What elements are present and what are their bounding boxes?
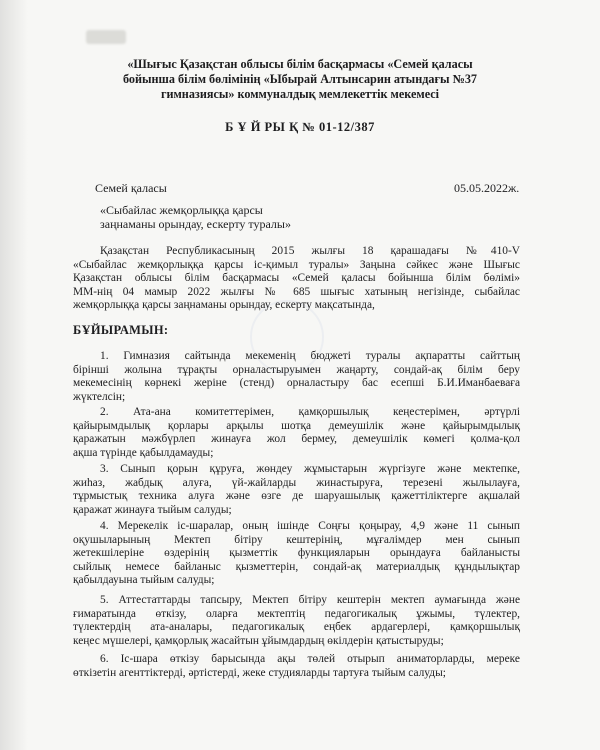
- preamble-line: Қазақстан облысы білім басқармасы «Семей қаласы бойынша білім бөлімі»: [73, 272, 520, 285]
- command-heading: БҰЙЫРАМЫН:: [73, 323, 169, 337]
- header-line: «Шығыс Қазақстан облысы білім басқармасы «Семей қаласы: [127, 57, 473, 71]
- item-line: қаражатын мәжбүрлеп жинауға жол бермеу, демеушілік көмегі қолма-қол: [73, 433, 520, 446]
- preamble-line: ММ-нің 04 мамыр 2022 жылғы № 685 шығыс хатының негізінде, сыбайлас: [73, 285, 520, 298]
- header-line: бойынша білім бөлімінің «Ыбырай Алтынсарин атындағы №37: [122, 72, 478, 86]
- item-line: қайырымдылық қорлары арқылы шотқа демеушілік және қайырымдылық: [73, 419, 520, 432]
- order-item-5: [73, 594, 520, 648]
- order-subject: [100, 203, 291, 231]
- item-line: 6. Іс-шара өткізу барысында ақы төлей отырып аниматорларды, мереке: [100, 653, 520, 665]
- order-number: Б Ұ Й РЫ Қ № 01-12/387: [225, 120, 375, 134]
- subject-line: «Сыбайлас жемқорлыққа қарсы: [100, 203, 263, 217]
- order-item-6: [73, 653, 520, 680]
- item-line: жетекшілеріне өздерінің қызметтік функцияларын орындауға байланысты: [73, 547, 520, 560]
- preamble-line: жемқорлыққа қарсы заңнаманы орындау, ескерту мақсатында,: [73, 299, 375, 312]
- item-line: сыйлық немесе байланыс қызметтерін, сондай-ақ материалдық құндылықтар: [73, 560, 520, 573]
- subject-line: заңнаманы орындау, ескерту туралы»: [100, 217, 291, 231]
- item-line: жүктелсін;: [73, 390, 126, 403]
- item-line: 1. Гимназия сайтында мекеменің бюджеті туралы ақпаратты сайттың: [100, 350, 520, 362]
- item-line: түлектердің ата-аналары, педагогикалық еңбек ардагерлері, қамқоршылық: [73, 621, 520, 634]
- item-line: қаражат жинауға тыйым салуды;: [73, 503, 232, 516]
- item-line: 3. Сынып қорын құруға, жөндеу жұмыстарын жүргізуге және мектепке,: [100, 463, 520, 475]
- item-line: 5. Аттестаттарды тапсыру, Мектеп бітіру кештерін мектеп аумағында және: [100, 594, 520, 606]
- scan-edge-shadow: [0, 0, 28, 750]
- item-line: 4. Мерекелік іс-шаралар, оның ішінде Соңғы қоңырау, 4,9 және 11 сынып: [100, 520, 520, 532]
- place-of-issue: Семей қаласы: [95, 181, 167, 195]
- order-item-1: [73, 350, 520, 404]
- order-item-4: [73, 520, 520, 588]
- blurred-mark: [86, 30, 126, 44]
- item-line: ғимаратында өткізу, оларға мектептің педагогикалық ұжымы, түлектер,: [73, 607, 520, 620]
- order-item-3: [73, 463, 520, 517]
- preamble-line: Қазақстан Республикасының 2015 жылғы 18 қарашадағы №410-V: [100, 245, 520, 257]
- item-line: кеңес мүшелері, қамқорлық жасайтын ұйымдардың өкілдерін қатыстыруды;: [73, 634, 444, 647]
- item-line: бірінші жолына тұрақты орналастыруымен жаңарту, сондай-ақ білім беру: [73, 363, 520, 376]
- institution-header: [80, 57, 520, 102]
- order-item-2: [73, 406, 520, 460]
- item-line: тұрмыстық техника алуға және өзге де шаруашылық қажеттіліктерге ақшалай: [73, 490, 520, 503]
- header-line: гимназиясы» коммуналдық мемлекеттік мекемесі: [160, 87, 440, 101]
- order-date: 05.05.2022ж.: [454, 181, 520, 195]
- item-line: мекемесінің көрнекі жеріне (стенд) орналастыру бас есепші Б.И.Иманбаеваға: [73, 377, 520, 390]
- item-line: өткізетін агенттіктерді, әртістерді, жеке студияларды тартуға тыйым салуды;: [73, 666, 446, 679]
- preamble-paragraph: [73, 245, 520, 313]
- item-line: жиһаз, жабдық алуға, үй-жайларды жинастыруға, терезені жылылауға,: [73, 476, 520, 489]
- item-line: қабылдауына тыйым салуды;: [73, 574, 215, 587]
- preamble-line: «Сыбайлас жемқорлыққа қарсы іс-қимыл туралы» Заңына сәйкес және Шығыс: [73, 258, 520, 271]
- item-line: оқушыларының Мектеп бітіру кештерінің, мұғалімдер мен сынып: [73, 533, 520, 546]
- item-line: 2. Ата-ана комитеттерімен, қамқоршылық кеңестерімен, әртүрлі: [100, 406, 520, 418]
- item-line: ақша түрінде қабылдамауды;: [73, 446, 214, 459]
